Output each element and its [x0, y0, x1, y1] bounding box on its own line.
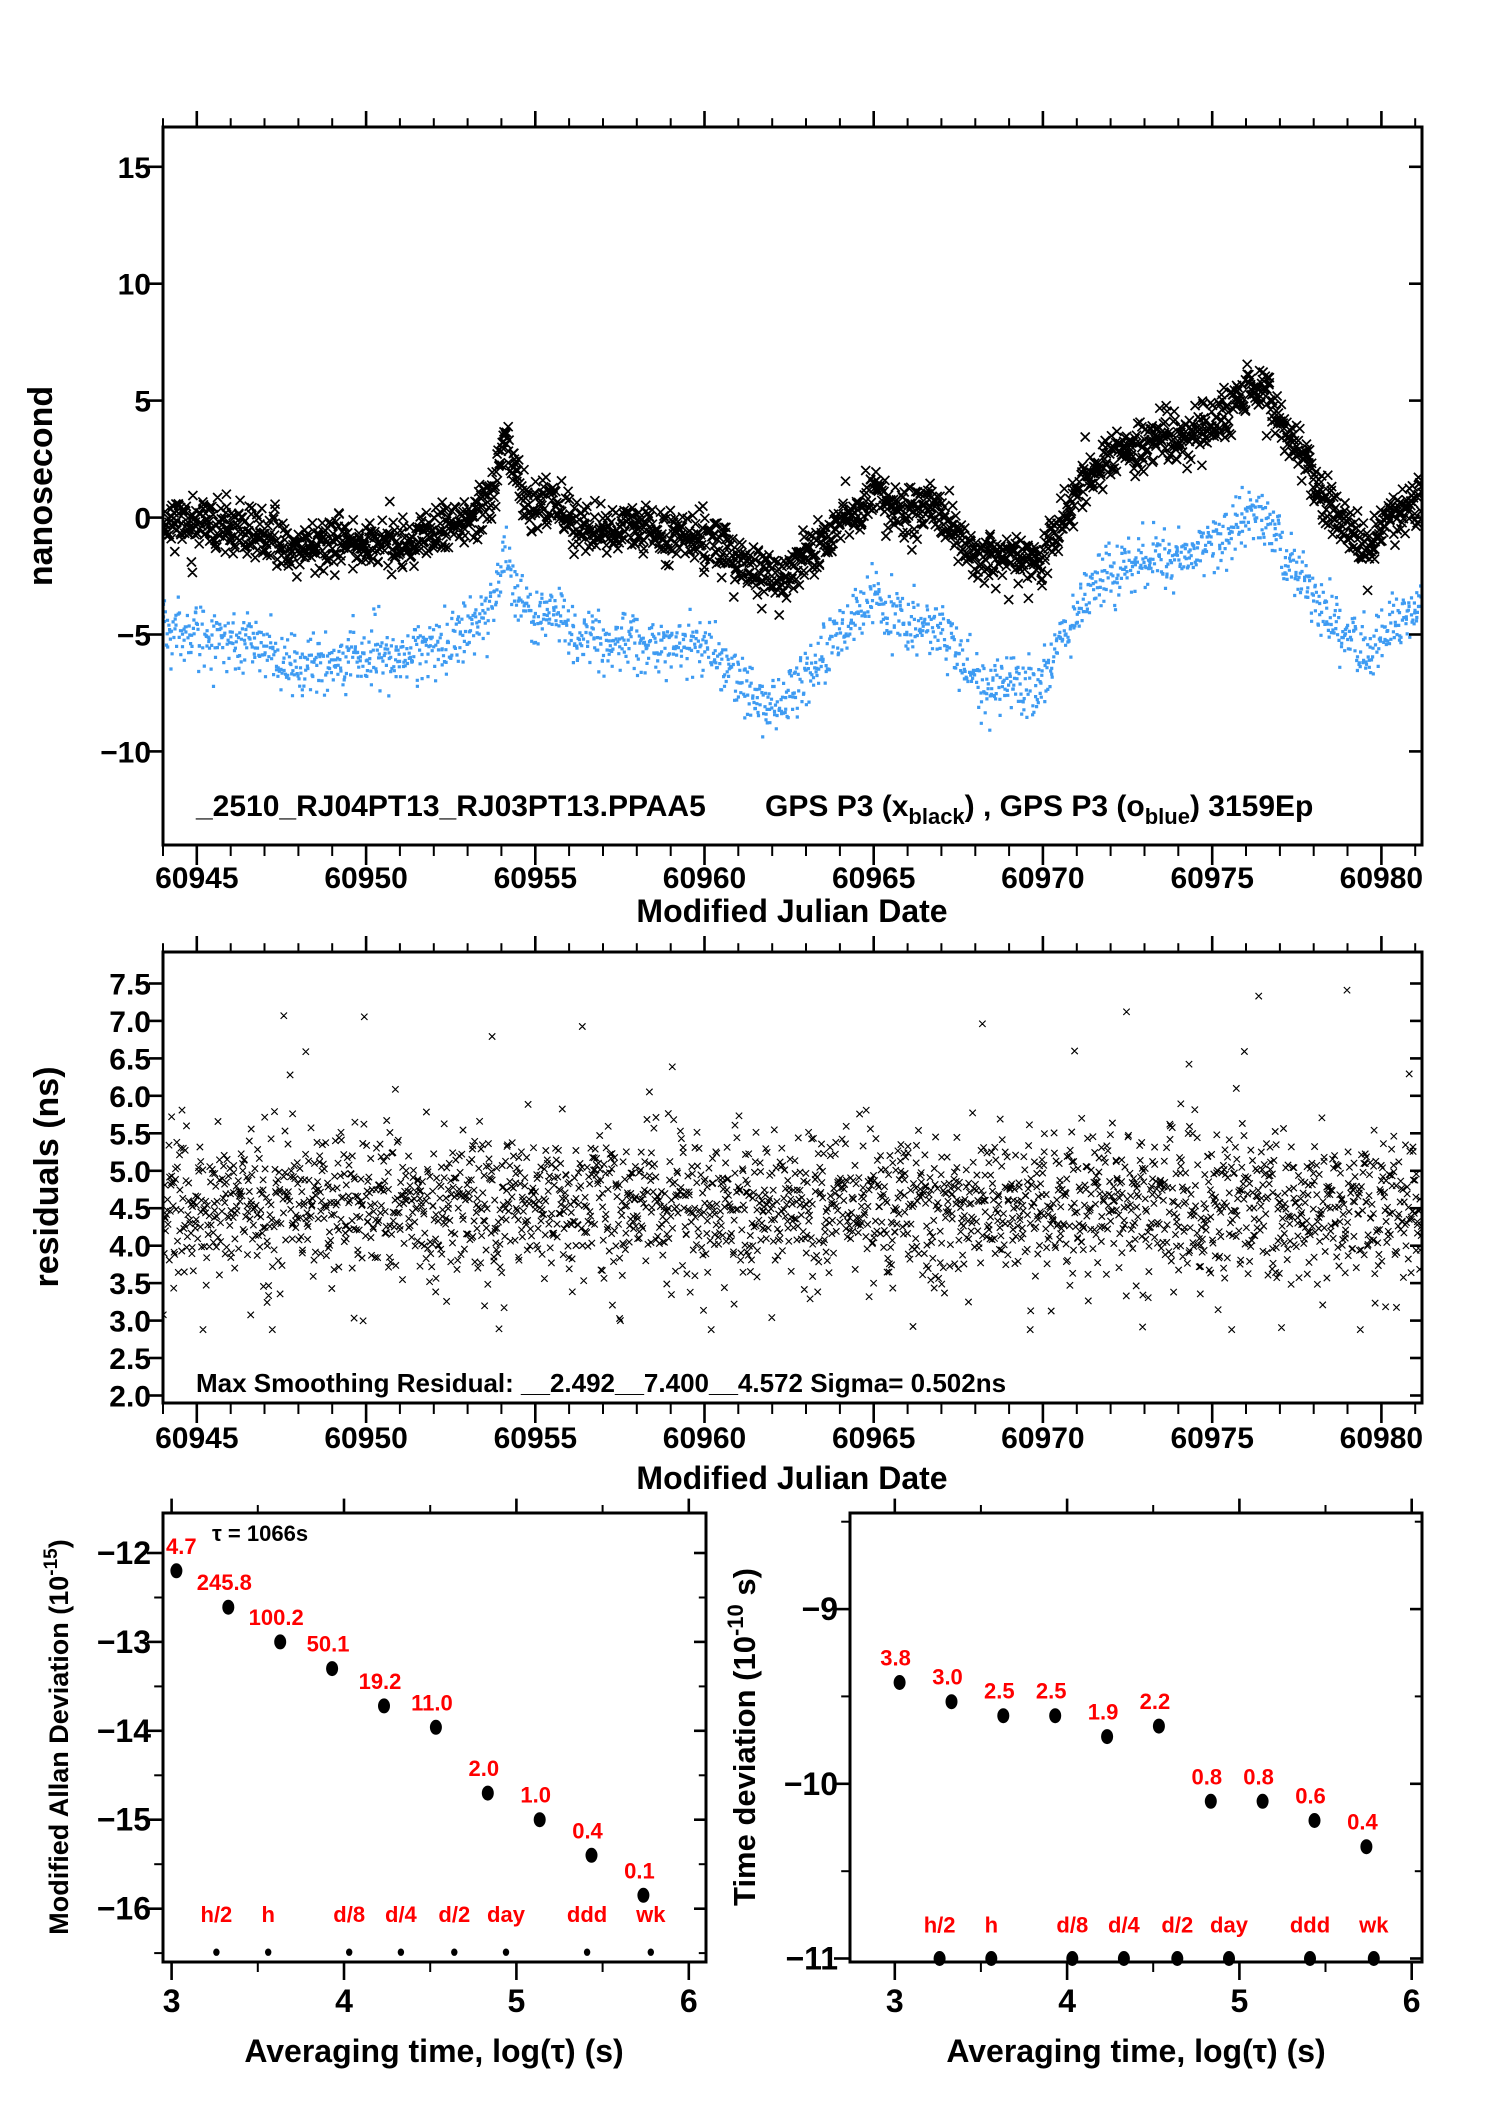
top-plot-area [100, 111, 1426, 895]
tdev-data-point [1101, 1729, 1113, 1744]
mdev-data-point [378, 1698, 390, 1713]
tdev-data-point [1257, 1794, 1269, 1809]
mdev-tau-label: d/2 [438, 1902, 471, 1927]
mdev-y-tick-label: −15 [96, 1801, 151, 1838]
residuals-x-tick-label: 60970 [1001, 1422, 1085, 1455]
top-x-tick-label: 60975 [1170, 862, 1254, 895]
mdev-point-value-label: 0.4 [572, 1818, 603, 1844]
tdev-point-value-label: 0.8 [1191, 1764, 1223, 1790]
mdev-y-tick-label: −14 [96, 1712, 151, 1749]
residuals-y-tick-label: 7.5 [109, 968, 151, 1002]
residuals-frame [163, 952, 1422, 1403]
mdev-tau-label: wk [636, 1902, 666, 1927]
top-series-0-points [159, 360, 1427, 620]
tdev-chart [723, 1499, 1422, 2069]
mdev-data-point [637, 1888, 649, 1903]
mdev-tau-label: h/2 [200, 1902, 233, 1927]
mdev-tau-dot [265, 1949, 271, 1956]
tdev-x-tick-label: 6 [1402, 1983, 1421, 2019]
tdev-y-tick-label: −11 [785, 1940, 838, 1977]
tdev-tau-label: wk [1359, 1912, 1389, 1938]
tdev-tau-label: day [1210, 1912, 1248, 1938]
residuals-x-tick-label: 60950 [324, 1422, 408, 1455]
tdev-x-tick-label: 4 [1058, 1983, 1076, 2019]
mdev-tau-label: h [261, 1902, 275, 1927]
tdev-x-tick-label: 3 [885, 1983, 904, 2019]
residuals-y-tick-label: 2.0 [109, 1380, 151, 1414]
residuals-x-axis-title: Modified Julian Date [636, 1460, 948, 1496]
tdev-tau-dot [934, 1951, 946, 1966]
top-x-tick-label: 60945 [155, 862, 239, 895]
tdev-point-value-label: 2.2 [1139, 1689, 1171, 1715]
residuals-annotation: Max Smoothing Residual: __2.492__7.400__4.572 Sigma= 0.502ns [196, 1368, 1007, 1398]
top-chart [22, 111, 1427, 929]
tdev-point-value-label: 3.0 [932, 1664, 963, 1690]
tdev-tau-dot [1223, 1951, 1235, 1966]
tdev-tau-dot [1118, 1951, 1130, 1966]
mdev-tau-dot [584, 1949, 590, 1956]
top-x-tick-label: 60950 [324, 862, 408, 895]
mdev-tau-dot [451, 1949, 457, 1956]
residuals-y-tick-label: 3.0 [109, 1305, 151, 1339]
mdev-tau-label: d/4 [385, 1902, 417, 1927]
tdev-tau-label: h [984, 1912, 999, 1938]
top-x-axis-title: Modified Julian Date [636, 893, 948, 929]
tdev-x-axis-title: Averaging time, log(τ) (s) [946, 2033, 1326, 2069]
tdev-point-value-label: 0.8 [1243, 1764, 1274, 1790]
mdev-x-tick-label: 4 [335, 1983, 353, 2019]
tdev-tau-label: d/4 [1108, 1912, 1140, 1938]
residuals-x-tick-label: 60955 [493, 1422, 578, 1455]
residuals-x-tick-label: 60960 [662, 1422, 747, 1455]
tdev-tau-label: d/2 [1161, 1912, 1194, 1938]
mdev-x-tick-label: 6 [679, 1983, 698, 2019]
tdev-point-value-label: 2.5 [1035, 1678, 1067, 1704]
tdev-x-tick-label: 5 [1230, 1983, 1249, 2019]
tdev-y-tick-label: −10 [783, 1765, 838, 1802]
tdev-tau-label: h/2 [923, 1912, 956, 1938]
tdev-data-point [946, 1694, 958, 1709]
mdev-tau-label: d/8 [333, 1902, 366, 1927]
tdev-tau-dot [985, 1951, 997, 1966]
top-plot-title: _2510_RJ04PT13_RJ03PT13.PPAA5 [196, 790, 706, 823]
tdev-data-point [1360, 1839, 1372, 1854]
residuals-y-axis-title: residuals (ns) [28, 1066, 66, 1288]
tdev-data-point [1309, 1813, 1321, 1828]
mdev-tau-dot [213, 1949, 219, 1956]
mdev-data-point [586, 1848, 598, 1863]
tdev-point-value-label: 1.9 [1087, 1699, 1119, 1725]
mdev-data-point [170, 1563, 182, 1578]
mdev-x-axis-title: Averaging time, log(τ) (s) [244, 2033, 624, 2069]
top-y-tick-label: 5 [134, 385, 151, 419]
residuals-y-tick-label: 6.5 [109, 1043, 151, 1077]
residuals-x-tick-label: 60965 [831, 1422, 916, 1455]
residuals-y-tick-label: 2.5 [109, 1343, 151, 1376]
tdev-y-tick-label: −9 [801, 1591, 838, 1628]
mdev-y-tick-label: −16 [96, 1890, 151, 1927]
mdev-data-point [534, 1812, 546, 1827]
mdev-point-value-label: 245.8 [196, 1570, 252, 1596]
top-x-tick-label: 60965 [831, 862, 916, 895]
top-series-1-points [162, 486, 1424, 739]
tdev-tau-dot [1368, 1951, 1380, 1966]
top-y-axis-title: nanosecond [22, 385, 60, 587]
residuals-y-tick-label: 3.5 [109, 1268, 151, 1302]
residuals-x-tick-label: 60945 [155, 1422, 239, 1455]
residuals-y-tick-label: 5.5 [109, 1118, 151, 1152]
mdev-point-value-label: 2.0 [468, 1756, 500, 1782]
mdev-y-tick-label: −13 [96, 1623, 151, 1660]
top-x-tick-label: 60980 [1339, 862, 1424, 895]
mdev-y-axis-title: Modified Allan Deviation $(10^{-15})$ [41, 1539, 74, 1935]
mdev-point-value-label: 0.1 [624, 1858, 655, 1884]
top-y-tick-label: 15 [117, 151, 151, 185]
mdev-data-point [274, 1634, 286, 1649]
mdev-data-point [482, 1786, 494, 1801]
mdev-x-tick-label: 5 [507, 1983, 526, 2019]
top-frame [163, 127, 1422, 845]
tdev-point-value-label: 2.5 [984, 1678, 1015, 1704]
residuals-ticks [149, 936, 1422, 1423]
mdev-data-point [326, 1661, 338, 1676]
tdev-data-point [997, 1708, 1009, 1723]
mdev-point-value-label: 11.0 [411, 1690, 453, 1716]
tdev-ticks [834, 1499, 1422, 1980]
tdev-y-axis-title: Time deviation ($10^{-10}$ s) [723, 1568, 762, 1906]
mdev-point-value-label: 4.7 [166, 1533, 197, 1559]
tdev-data-point [1153, 1719, 1165, 1734]
tdev-data-point [1049, 1708, 1061, 1723]
residuals-x-tick-label: 60975 [1170, 1422, 1254, 1455]
residuals-y-tick-label: 5.0 [109, 1155, 151, 1189]
residuals-chart [28, 936, 1425, 1496]
mdev-tau-label: ddd [566, 1902, 608, 1927]
tdev-point-value-label: 3.8 [880, 1645, 911, 1671]
top-y-tick-label: −10 [100, 736, 151, 770]
tdev-frame [850, 1513, 1422, 1962]
tdev-plot-area [784, 1499, 1422, 2019]
mdev-plot-area [97, 1499, 706, 2019]
top-legend: GPS P3 $(x_{black})$ , GPS P3 $(o_{blue})$ 3159Ep [765, 790, 1314, 829]
tdev-data-point [1205, 1794, 1217, 1809]
top-y-tick-label: −5 [116, 619, 151, 653]
top-x-tick-label: 60955 [493, 862, 578, 895]
top-x-tick-label: 60960 [662, 862, 747, 895]
tdev-point-value-label: 0.4 [1347, 1809, 1378, 1835]
residuals-y-tick-label: 6.0 [109, 1080, 151, 1114]
mdev-point-value-label: 1.0 [520, 1782, 551, 1808]
mdev-data-point [430, 1720, 442, 1735]
mdev-tau-annotation: τ = 1066s [212, 1521, 309, 1546]
top-x-tick-label: 60970 [1001, 862, 1085, 895]
residuals-y-tick-label: 7.0 [109, 1005, 151, 1039]
tdev-tau-dot [1304, 1951, 1316, 1966]
mdev-point-value-label: 50.1 [306, 1631, 350, 1657]
mdev-data-point [222, 1600, 234, 1615]
mdev-tau-dot [503, 1949, 509, 1956]
mdev-point-value-label: 19.2 [358, 1668, 402, 1694]
residuals-y-tick-label: 4.0 [109, 1230, 151, 1264]
residuals-series-0-points [160, 987, 1425, 1333]
tdev-tau-label: ddd [1289, 1912, 1331, 1938]
residuals-x-tick-label: 60980 [1339, 1422, 1424, 1455]
mdev-tau-dot [398, 1949, 404, 1956]
top-y-tick-label: 10 [117, 268, 151, 302]
tdev-tau-label: d/8 [1056, 1912, 1089, 1938]
tdev-data-point [894, 1675, 906, 1690]
top-ticks [148, 111, 1422, 865]
tdev-point-value-label: 0.6 [1295, 1783, 1326, 1809]
top-y-tick-label: 0 [134, 502, 151, 536]
mdev-x-tick-label: 3 [162, 1983, 181, 2019]
mdev-tau-dot [346, 1949, 352, 1956]
mdev-y-tick-label: −12 [96, 1535, 151, 1571]
mdev-tau-label: day [487, 1902, 525, 1927]
mdev-tau-dot [648, 1949, 654, 1956]
tdev-tau-dot [1171, 1951, 1183, 1966]
mdev-chart [41, 1499, 706, 2069]
residuals-y-tick-label: 4.5 [109, 1193, 151, 1227]
mdev-point-value-label: 100.2 [248, 1604, 304, 1630]
